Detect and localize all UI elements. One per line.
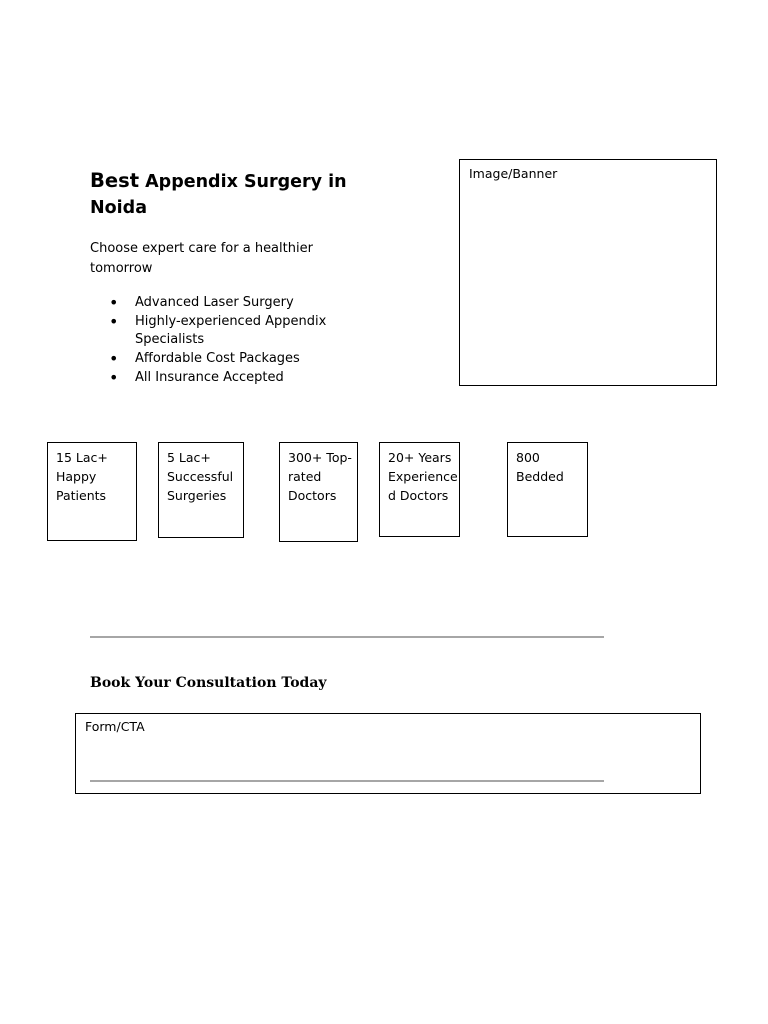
consultation-heading: Book Your Consultation Today — [90, 675, 327, 691]
page-title-first-word: Best — [90, 169, 140, 192]
feature-list — [90, 294, 340, 388]
page-title-rest: Appendix Surgery in Noida — [90, 172, 347, 218]
stat-text: 300+ Top- — [288, 450, 352, 465]
hero-subtitle: Choose expert care for a healthier tomorrow — [90, 241, 313, 276]
stat-text: Successful — [167, 469, 234, 484]
stat-text: 20+ Years — [388, 450, 452, 465]
bullet-icon: • — [109, 312, 119, 331]
feature-text: Highly-experienced Appendix Specialists — [135, 314, 327, 347]
stat-top-rated-doctors — [279, 442, 358, 542]
stat-text: Bedded — [516, 469, 564, 484]
stat-text: d Doctors — [388, 488, 449, 503]
form-cta-label: Form/CTA — [85, 719, 145, 734]
stat-text: Doctors — [288, 488, 337, 503]
bullet-icon: • — [109, 348, 119, 368]
section-divider — [90, 636, 604, 638]
stat-text: 800 — [516, 450, 540, 465]
bullet-icon: • — [109, 293, 119, 312]
image-banner-label: Image/Banner — [469, 166, 558, 181]
stat-experienced-doctors — [379, 442, 460, 537]
feature-list-item — [90, 369, 340, 387]
stat-text: 5 Lac+ — [167, 450, 211, 465]
stat-text: rated — [288, 469, 322, 484]
bullet-icon: • — [109, 367, 119, 387]
feature-list-item — [90, 313, 340, 348]
stat-text: Experience — [388, 469, 458, 484]
stat-text: Surgeries — [167, 488, 227, 503]
stat-text: 15 Lac+ — [56, 450, 108, 465]
stat-bedded — [507, 442, 588, 537]
feature-text: Advanced Laser Surgery — [135, 295, 294, 310]
stat-successful-surgeries — [158, 442, 244, 538]
stat-text: Patients — [56, 488, 107, 503]
feature-list-item — [90, 350, 340, 368]
form-divider — [90, 780, 604, 782]
feature-text: All Insurance Accepted — [135, 369, 284, 385]
feature-list-item — [90, 294, 340, 312]
stat-happy-patients — [47, 442, 137, 541]
page-title — [90, 168, 350, 221]
stat-text: Happy — [56, 469, 97, 484]
image-banner-placeholder — [459, 159, 717, 386]
feature-text: Affordable Cost Packages — [135, 350, 300, 366]
